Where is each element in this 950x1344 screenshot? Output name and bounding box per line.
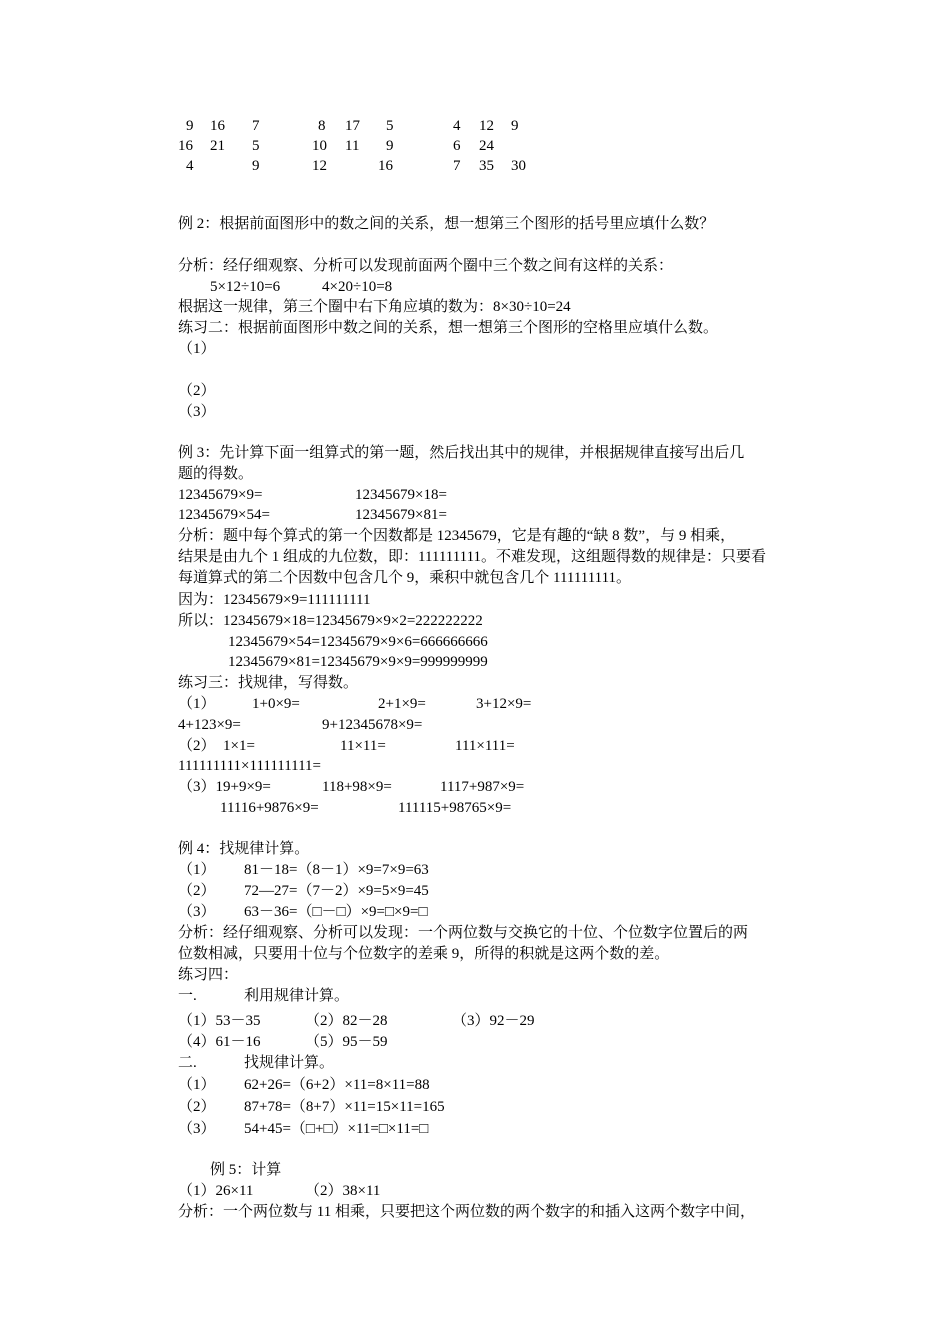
worked-step: 72—27=（7－2）×9=5×9=45 [244, 883, 429, 899]
example-3-title-cont: 题的得数。 [178, 466, 254, 482]
exercise: 111111111×111111111= [178, 758, 322, 774]
list-item-marker: （3） [178, 1121, 216, 1137]
grid-cell: 17 [345, 118, 360, 134]
grid-cell: 9 [186, 118, 194, 134]
worked-step: 87+78=（8+7）×11=15×11=165 [244, 1099, 445, 1115]
exercise: （1）26×11 [178, 1183, 254, 1199]
analysis-text: 每道算式的第二个因数中包含几个 9，乘积中就包含几个 111111111。 [178, 570, 632, 586]
worked-step: 54+45=（□+□）×11=□×11=□ [244, 1121, 429, 1137]
exercise: 111×111= [455, 738, 515, 754]
list-item-marker: （3） [178, 904, 216, 920]
example-2-title: 例 2：根据前面图形中的数之间的关系，想一想第三个图形的括号里应填什么数？ [178, 216, 715, 232]
grid-cell: 9 [386, 138, 394, 154]
grid-cell: 10 [312, 138, 327, 154]
grid-cell: 5 [386, 118, 394, 134]
exercise: 11×11= [340, 738, 386, 754]
because-line: 因为：12345679×9=111111111 [178, 592, 371, 608]
grid-cell: 12 [312, 158, 327, 174]
exercise: 4+123×9= [178, 717, 241, 733]
therefore-line: 12345679×81=12345679×9×9=999999999 [228, 654, 488, 670]
list-item-marker: （1） [178, 1077, 216, 1093]
therefore-line: 所以：12345679×18=12345679×9×2=222222222 [178, 613, 483, 629]
grid-cell: 16 [210, 118, 225, 134]
equation: 5×12÷10=6 [210, 279, 281, 295]
exercise: （3）92－29 [452, 1013, 535, 1029]
list-item-marker: （2） [178, 883, 216, 899]
exercise: （2） 1×1= [178, 738, 255, 754]
analysis-text: 分析：题中每个算式的第一个因数都是 12345679，它是有趣的“缺 8 数”，与 9 相乘， [178, 528, 736, 544]
exercise: 2+1×9= [378, 696, 426, 712]
grid-cell: 6 [453, 138, 461, 154]
analysis-text: 分析：经仔细观察、分析可以发现：一个两位数与交换它的十位、个位数字位置后的两 [178, 925, 749, 941]
grid-cell: 7 [252, 118, 260, 134]
exercise: 111115+98765×9= [398, 800, 512, 816]
example-5-title: 例 5：计算 [210, 1162, 282, 1178]
formula: 12345679×81= [355, 507, 447, 523]
worked-step: 62+26=（6+2）×11=8×11=88 [244, 1077, 430, 1093]
grid-cell: 7 [453, 158, 461, 174]
list-item-marker: （2） [178, 383, 216, 399]
analysis-text: 分析：一个两位数与 11 相乘，只要把这个两位数的两个数字的和插入这两个数字中间， [178, 1204, 755, 1220]
grid-cell: 11 [345, 138, 360, 154]
list-item-marker: （1） [178, 862, 216, 878]
analysis-text: 位数相减，只要用十位与个位数字的差乘 9，所得的积就是这两个数的差。 [178, 946, 670, 962]
practice-4-title: 练习四： [178, 967, 239, 983]
example-2-analysis: 分析：经仔细观察、分析可以发现前面两个圈中三个数之间有这样的关系： [178, 258, 674, 274]
list-item-marker: （3） [178, 404, 216, 420]
exercise: （5）95－59 [305, 1034, 388, 1050]
exercise: 1117+987×9= [440, 779, 525, 795]
grid-cell: 8 [318, 118, 326, 134]
practice-2-title: 练习二：根据前面图形中数之间的关系，想一想第三个图形的空格里应填什么数。 [178, 320, 719, 336]
exercise: 1+0×9= [252, 696, 300, 712]
exercise: （3）19+9×9= [178, 779, 271, 795]
example-2-rule: 根据这一规律，第三个圈中右下角应填的数为：8×30÷10=24 [178, 299, 571, 315]
equation: 4×20÷10=8 [322, 279, 393, 295]
list-item-marker: （1） [178, 696, 216, 712]
exercise: （4）61－16 [178, 1034, 261, 1050]
section-number: 二. [178, 1055, 197, 1071]
formula: 12345679×9= [178, 487, 263, 503]
grid-cell: 9 [511, 118, 519, 134]
therefore-line: 12345679×54=12345679×9×6=666666666 [228, 634, 488, 650]
formula: 12345679×18= [355, 487, 447, 503]
example-3-title: 例 3：先计算下面一组算式的第一题，然后找出其中的规律，并根据规律直接写出后几 [178, 445, 745, 461]
grid-cell: 9 [252, 158, 260, 174]
formula: 12345679×54= [178, 507, 270, 523]
grid-cell: 21 [210, 138, 225, 154]
worked-step: 81－18=（8－1）×9=7×9=63 [244, 862, 429, 878]
section-number: 一. [178, 988, 197, 1004]
exercise: （2）38×11 [305, 1183, 381, 1199]
grid-cell: 16 [378, 158, 393, 174]
exercise: 118+98×9= [322, 779, 392, 795]
analysis-text: 结果是由九个 1 组成的九位数，即：111111111。不难发现，这组题得数的规律是：只要看 [178, 549, 767, 565]
section-heading: 找规律计算。 [244, 1055, 335, 1071]
grid-cell: 5 [252, 138, 260, 154]
list-item-marker: （1） [178, 341, 216, 357]
grid-cell: 4 [453, 118, 461, 134]
exercise: 3+12×9= [476, 696, 532, 712]
grid-cell: 16 [178, 138, 193, 154]
grid-cell: 4 [186, 158, 194, 174]
list-item-marker: （2） [178, 1099, 216, 1115]
example-4-title: 例 4：找规律计算。 [178, 841, 310, 857]
practice-3-title: 练习三：找规律，写得数。 [178, 675, 359, 691]
exercise: （2）82－28 [305, 1013, 388, 1029]
grid-cell: 24 [479, 138, 494, 154]
grid-cell: 35 [479, 158, 494, 174]
grid-cell: 12 [479, 118, 494, 134]
section-heading: 利用规律计算。 [244, 988, 350, 1004]
exercise: 9+12345678×9= [322, 717, 423, 733]
worked-step: 63－36=（□－□）×9=□×9=□ [244, 904, 428, 920]
exercise: 11116+9876×9= [220, 800, 319, 816]
exercise: （1）53－35 [178, 1013, 261, 1029]
grid-cell: 30 [511, 158, 526, 174]
